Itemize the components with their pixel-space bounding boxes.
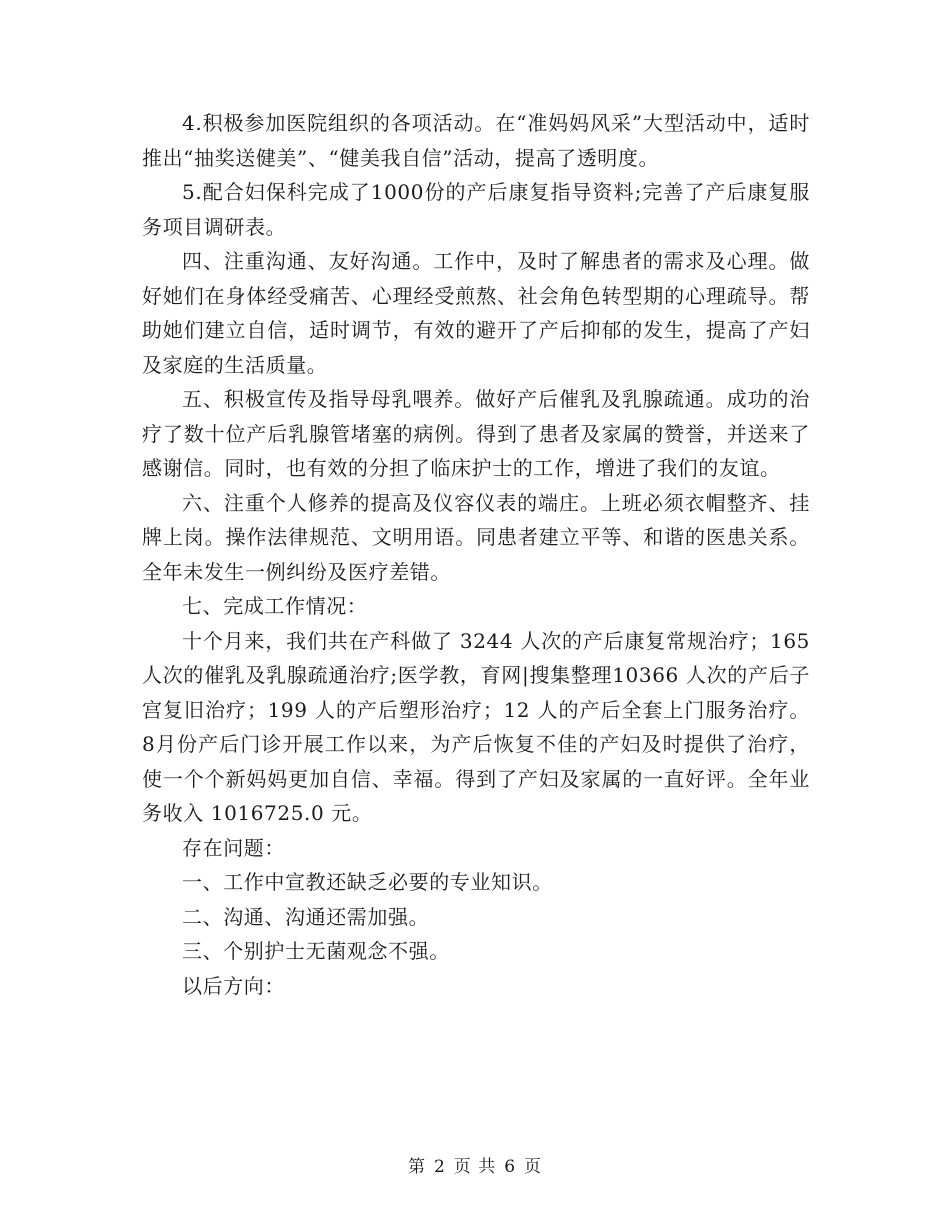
paragraph-problem-3: 三、个别护士无菌观念不强。 [182, 939, 450, 963]
paragraph-self-cultivation: 六、注重个人修养的提高及仪容仪表的端庄。上班必须衣帽整齐、挂牌上岗。操作法律规范、文明用语。同患者建立平等、和谐的医患关系。全年未发生一例纠纷及医疗差错。 [142, 490, 810, 584]
footer-total-pages: 6 [504, 1157, 517, 1177]
paragraph-problem-1: 一、工作中宣教还缺乏必要的专业知识。 [182, 870, 553, 894]
paragraph-materials: 5.配合妇保科完成了1000份的产后康复指导资料;完善了产后康复服务项目调研表。 [142, 180, 810, 239]
paragraph-work-summary: 十个月来，我们共在产科做了 3244 人次的产后康复常规治疗；165 人次的催乳及乳腺疏通治疗;医学教，育网|搜集整理10366 人次的产后子宫复旧治疗；199 人的产后塑形治疗；12 人的产后全套上门服务治疗。8月份产后门诊开展工作以来，为产后恢复不佳的产妇及时提供了治疗，使一个个新妈妈更加自信、幸福。得到了产妇及家属的一直好评。全年业务收入 1016725.0 元。 [142, 628, 810, 825]
document-page [142, 106, 810, 1003]
footer-suffix: 页 [524, 1157, 543, 1177]
paragraph-communication: 四、注重沟通、友好沟通。工作中，及时了解患者的需求及心理。做好她们在身体经受痛苦、心理经受煎熬、社会角色转型期的心理疏导。帮助她们建立自信，适时调节，有效的避开了产后抑郁的发生，提高了产妇及家庭的生活质量。 [142, 249, 810, 377]
footer-middle: 页 共 [453, 1157, 497, 1177]
paragraph-activities: 4.积极参加医院组织的各项活动。在“准妈妈风采”大型活动中，适时推出“抽奖送健美”、“健美我自信”活动，提高了透明度。 [142, 111, 810, 170]
footer-prefix: 第 [407, 1157, 426, 1177]
paragraph-breastfeeding: 五、积极宣传及指导母乳喂养。做好产后催乳及乳腺疏通。成功的治疗了数十位产后乳腺管堵塞的病例。得到了患者及家属的赞誉，并送来了感谢信。同时，也有效的分担了临床护士的工作，增进了我们的友谊。 [142, 387, 810, 480]
paragraph-problem-2: 二、沟通、沟通还需加强。 [182, 904, 430, 929]
page-footer [0, 1152, 950, 1177]
footer-current-page: 2 [433, 1157, 446, 1177]
paragraph-problems-heading: 存在问题： [182, 835, 285, 860]
paragraph-work-heading: 七、完成工作情况： [182, 594, 368, 618]
paragraph-future-heading: 以后方向： [182, 973, 285, 998]
